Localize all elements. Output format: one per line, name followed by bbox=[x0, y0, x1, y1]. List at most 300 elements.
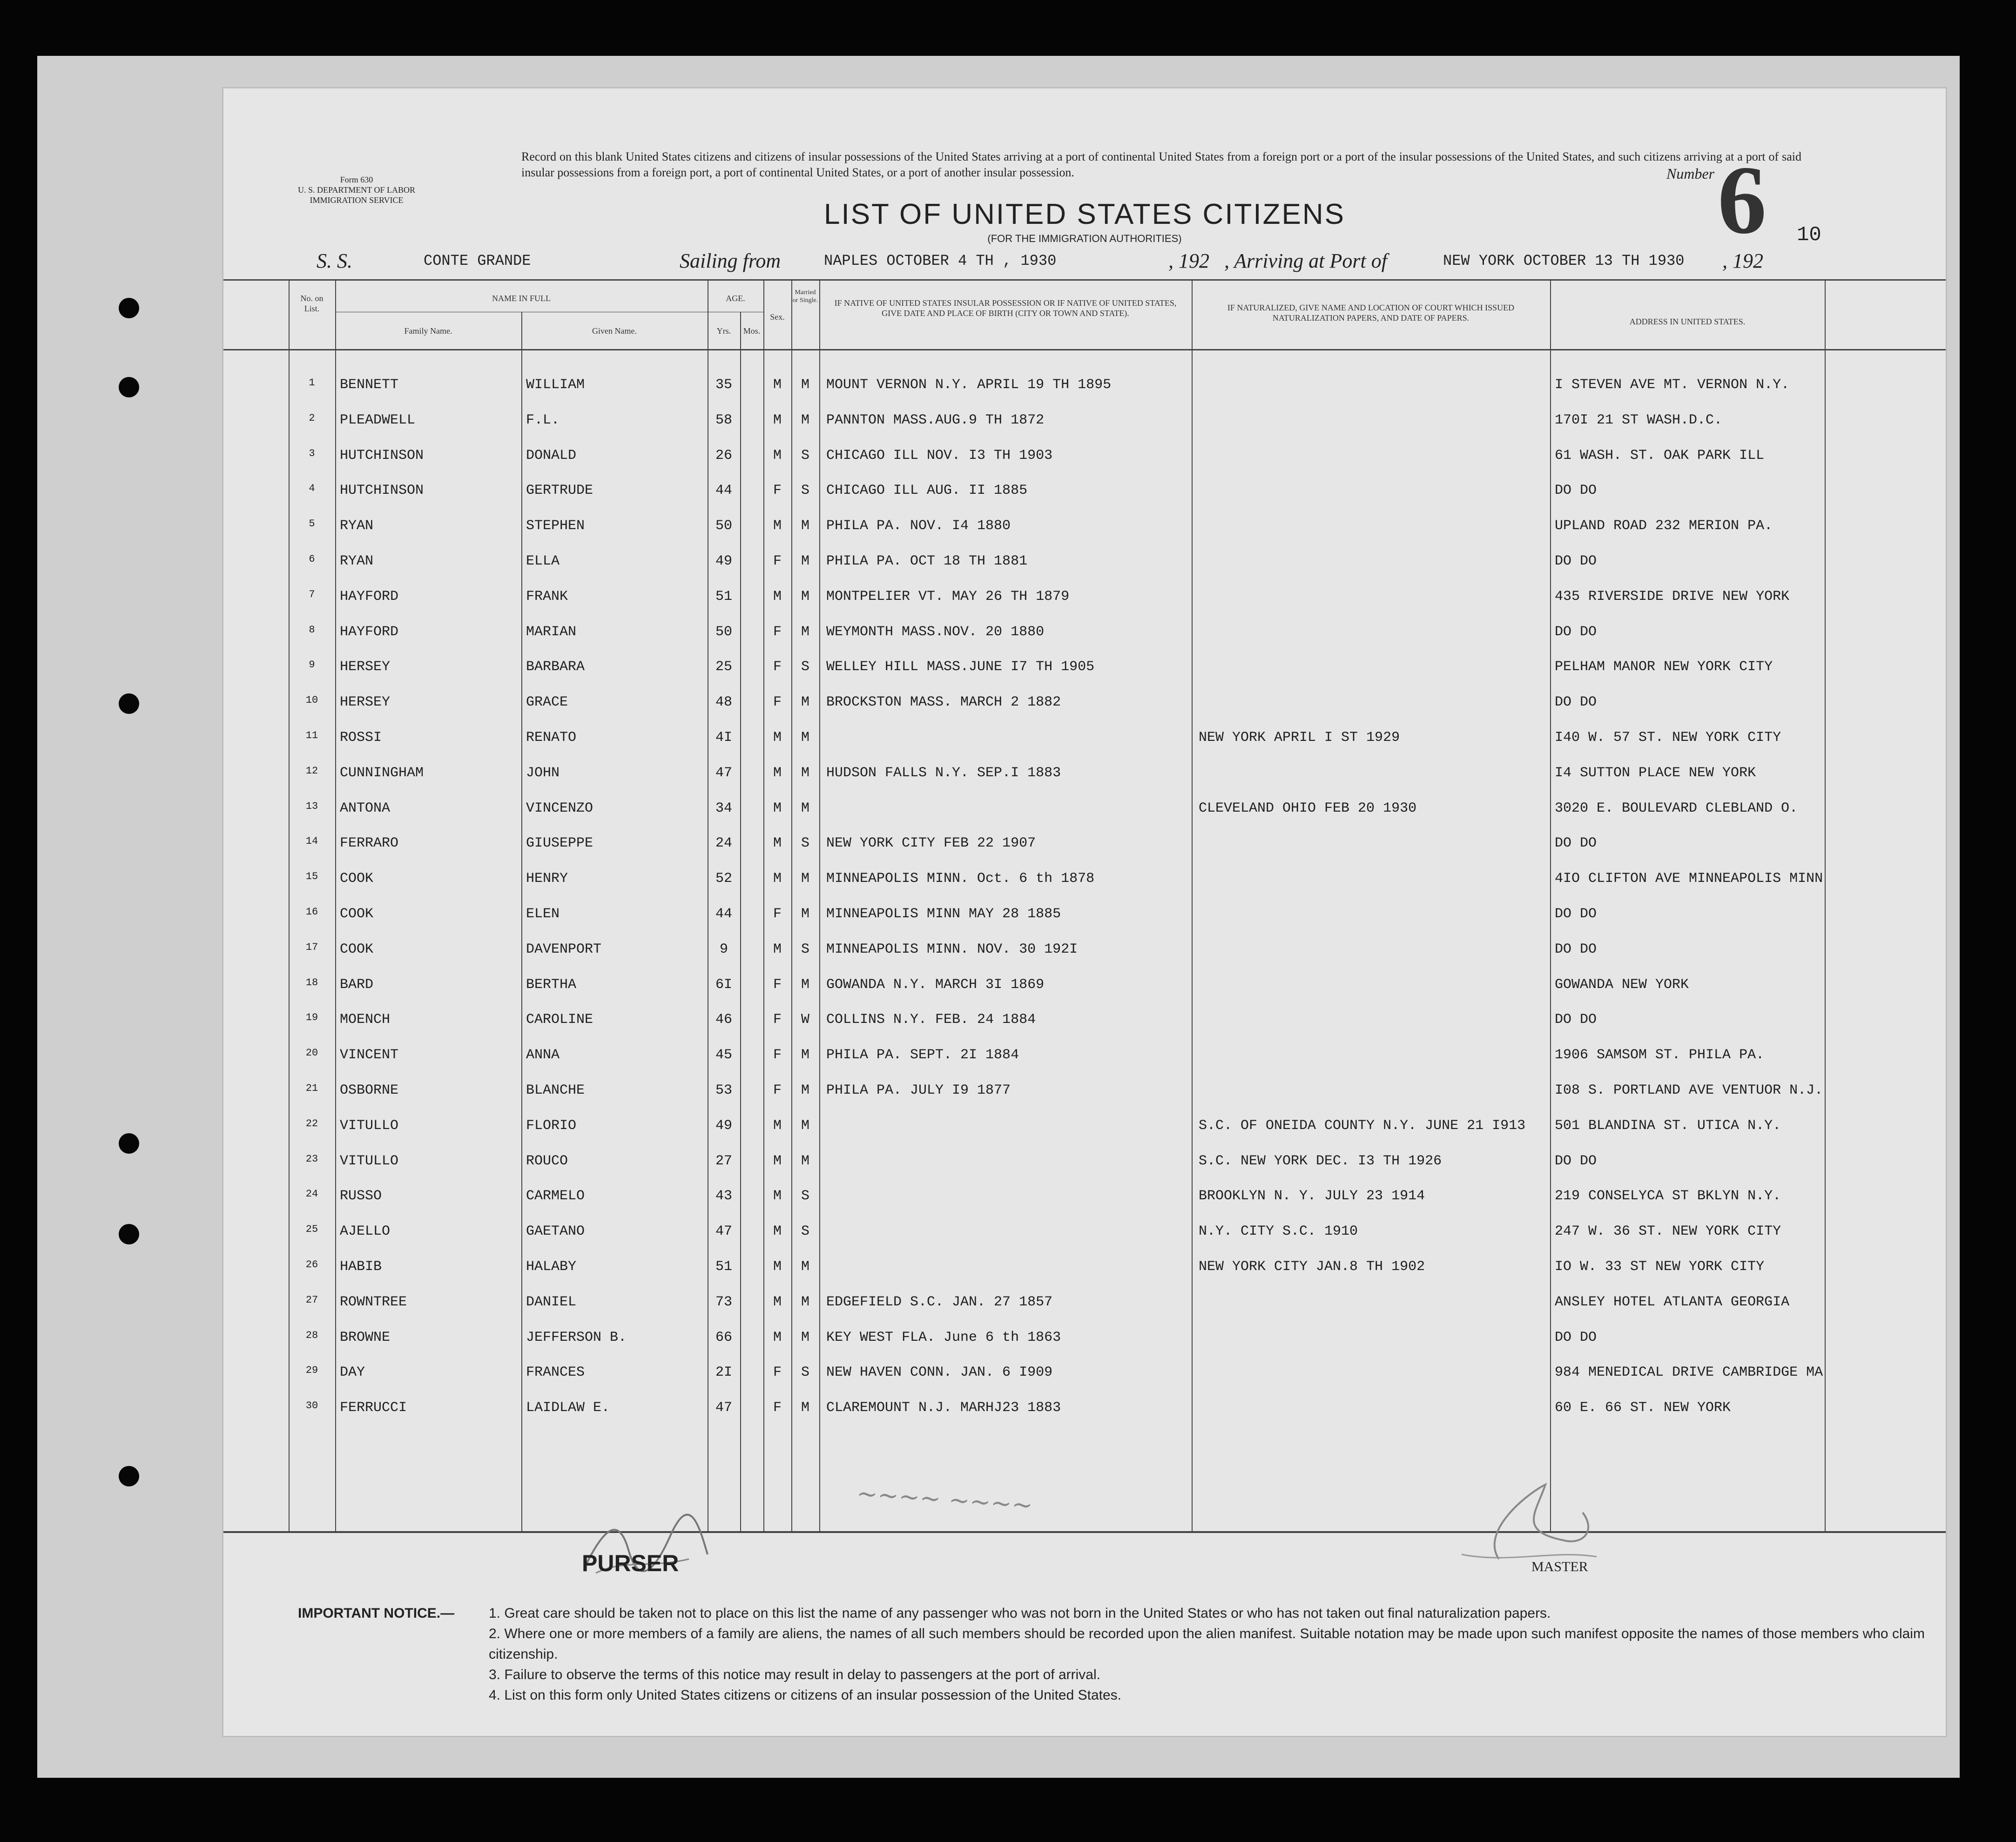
number-label: Number bbox=[1666, 165, 1715, 182]
row-number-cell: 16 bbox=[305, 906, 318, 918]
table-row bbox=[223, 1188, 1946, 1222]
given-name-cell: MARIAN bbox=[526, 624, 577, 640]
us-address-cell: 3020 E. BOULEVARD CLEBLAND O. bbox=[1555, 800, 1798, 816]
sex-cell: M bbox=[773, 377, 782, 393]
birth-place-date-cell: GOWANDA N.Y. MARCH 3I 1869 bbox=[826, 976, 1045, 993]
table-top-rule bbox=[223, 279, 1946, 281]
marital-status-cell: S bbox=[801, 447, 809, 464]
sex-cell: F bbox=[773, 624, 782, 640]
ss-label: S. S. bbox=[317, 249, 352, 272]
table-row bbox=[223, 1224, 1946, 1257]
marital-status-cell: M bbox=[801, 976, 809, 993]
us-address-cell: DO DO bbox=[1555, 835, 1597, 852]
form-title: LIST OF UNITED STATES CITIZENS bbox=[824, 198, 1345, 230]
us-address-cell: 984 MENEDICAL DRIVE CAMBRIDGE MA bbox=[1555, 1365, 1823, 1381]
given-name-cell: LAIDLAW E. bbox=[526, 1400, 610, 1416]
age-years-cell: 73 bbox=[715, 1294, 732, 1310]
age-years-cell: 45 bbox=[715, 1047, 732, 1063]
age-years-cell: 50 bbox=[715, 624, 732, 640]
given-name-cell: DAVENPORT bbox=[526, 941, 602, 957]
sailing-value: NAPLES OCTOBER 4 TH , 1930 bbox=[824, 252, 1057, 269]
row-number-cell: 30 bbox=[305, 1400, 318, 1412]
birth-place-date-cell: PANNTON MASS.AUG.9 TH 1872 bbox=[826, 412, 1045, 428]
given-name-cell: VINCENZO bbox=[526, 800, 593, 816]
col-header-married: Married or Single. bbox=[792, 289, 818, 304]
table-row bbox=[223, 941, 1946, 975]
marital-status-cell: M bbox=[801, 624, 809, 640]
given-name-cell: F.L. bbox=[526, 412, 560, 428]
table-row bbox=[223, 1047, 1946, 1081]
us-address-cell: I4 SUTTON PLACE NEW YORK bbox=[1555, 765, 1756, 781]
family-name-cell: BARD bbox=[340, 976, 374, 993]
col-header-yrs: Yrs. bbox=[716, 326, 731, 336]
ship-name: CONTE GRANDE bbox=[424, 252, 531, 269]
marital-status-cell: M bbox=[801, 377, 809, 393]
family-name-cell: FERRUCCI bbox=[340, 1400, 407, 1416]
sex-cell: M bbox=[773, 1117, 782, 1134]
birth-place-date-cell: MOUNT VERNON N.Y. APRIL 19 TH 1895 bbox=[826, 377, 1112, 393]
us-address-cell: 435 RIVERSIDE DRIVE NEW YORK bbox=[1555, 588, 1790, 605]
punch-hole bbox=[119, 298, 139, 318]
given-name-cell: HALABY bbox=[526, 1259, 577, 1275]
age-years-cell: 6I bbox=[715, 976, 732, 993]
given-name-cell: BARBARA bbox=[526, 659, 585, 675]
sex-cell: M bbox=[773, 1224, 782, 1240]
notice-item: 4. List on this form only United States citizens or citizens of an insular possession of the United States. bbox=[489, 1687, 1122, 1703]
age-years-cell: 2I bbox=[715, 1365, 732, 1381]
given-name-cell: JEFFERSON B. bbox=[526, 1329, 627, 1345]
row-number-cell: 2 bbox=[309, 412, 315, 424]
row-number-cell: 10 bbox=[305, 694, 318, 706]
marital-status-cell: S bbox=[801, 1188, 809, 1204]
master-signature bbox=[1443, 1475, 1611, 1568]
age-years-cell: 50 bbox=[715, 518, 732, 534]
row-number-cell: 19 bbox=[305, 1012, 318, 1024]
marital-status-cell: S bbox=[801, 835, 809, 852]
row-number-cell: 23 bbox=[305, 1153, 318, 1165]
header-bottom-rule bbox=[223, 349, 1946, 350]
form-number: Form 630 bbox=[340, 175, 373, 184]
birth-place-date-cell: PHILA PA. NOV. I4 1880 bbox=[826, 518, 1011, 534]
table-row bbox=[223, 1400, 1946, 1433]
us-address-cell: DO DO bbox=[1555, 553, 1597, 569]
given-name-cell: DANIEL bbox=[526, 1294, 577, 1310]
birth-place-date-cell: CHICAGO ILL AUG. II 1885 bbox=[826, 483, 1028, 499]
family-name-cell: FERRARO bbox=[340, 835, 399, 852]
table-row bbox=[223, 1118, 1946, 1151]
year-suffix: , 192 bbox=[1168, 249, 1209, 272]
row-number-cell: 15 bbox=[305, 871, 318, 883]
birth-place-date-cell: WELLEY HILL MASS.JUNE I7 TH 1905 bbox=[826, 659, 1095, 675]
col-header-mos: Mos. bbox=[743, 326, 761, 336]
birth-place-date-cell: MINNEAPOLIS MINN. Oct. 6 th 1878 bbox=[826, 871, 1095, 887]
age-years-cell: 49 bbox=[715, 553, 732, 569]
age-years-cell: 49 bbox=[715, 1117, 732, 1134]
row-number-cell: 3 bbox=[309, 447, 315, 459]
table-row bbox=[223, 1082, 1946, 1116]
marital-status-cell: M bbox=[801, 1082, 809, 1098]
row-number-cell: 26 bbox=[305, 1259, 318, 1271]
us-address-cell: I08 S. PORTLAND AVE VENTUOR N.J. bbox=[1555, 1082, 1823, 1098]
us-address-cell: PELHAM MANOR NEW YORK CITY bbox=[1555, 659, 1773, 675]
arriving-value: NEW YORK OCTOBER 13 TH 1930 bbox=[1443, 252, 1685, 269]
us-address-cell: DO DO bbox=[1555, 1012, 1597, 1028]
marital-status-cell: M bbox=[801, 906, 809, 922]
birth-place-date-cell: PHILA PA. SEPT. 2I 1884 bbox=[826, 1047, 1019, 1063]
birth-place-date-cell: CLAREMOUNT N.J. MARHJ23 1883 bbox=[826, 1400, 1061, 1416]
col-header-name-in-full: NAME IN FULL bbox=[492, 294, 551, 303]
row-number-cell: 5 bbox=[309, 518, 315, 530]
us-address-cell: 61 WASH. ST. OAK PARK ILL bbox=[1555, 447, 1765, 464]
table-row bbox=[223, 1153, 1946, 1187]
sex-cell: M bbox=[773, 800, 782, 816]
sex-cell: M bbox=[773, 1294, 782, 1310]
age-years-cell: 51 bbox=[715, 1259, 732, 1275]
row-number-cell: 20 bbox=[305, 1047, 318, 1059]
sex-cell: M bbox=[773, 1329, 782, 1345]
age-years-cell: 44 bbox=[715, 483, 732, 499]
sex-cell: F bbox=[773, 1365, 782, 1381]
age-years-cell: 48 bbox=[715, 694, 732, 711]
family-name-cell: HABIB bbox=[340, 1259, 382, 1275]
table-row bbox=[223, 624, 1946, 658]
col-header-family-name: Family Name. bbox=[404, 326, 452, 336]
naturalization-cell: N.Y. CITY S.C. 1910 bbox=[1199, 1224, 1358, 1240]
sex-cell: F bbox=[773, 659, 782, 675]
notice-title: IMPORTANT NOTICE.— bbox=[298, 1606, 455, 1621]
sex-cell: M bbox=[773, 1188, 782, 1204]
sex-cell: M bbox=[773, 518, 782, 534]
marital-status-cell: M bbox=[801, 800, 809, 816]
marital-status-cell: S bbox=[801, 941, 809, 957]
table-row bbox=[223, 1330, 1946, 1363]
given-name-cell: CAROLINE bbox=[526, 1012, 593, 1028]
given-name-cell: GIUSEPPE bbox=[526, 835, 593, 852]
row-number-cell: 11 bbox=[305, 730, 318, 741]
family-name-cell: VITULLO bbox=[340, 1153, 399, 1169]
form-subtitle: (FOR THE IMMIGRATION AUTHORITIES) bbox=[987, 233, 1182, 244]
row-number-cell: 27 bbox=[305, 1294, 318, 1306]
birth-place-date-cell: EDGEFIELD S.C. JAN. 27 1857 bbox=[826, 1294, 1053, 1310]
row-number-cell: 24 bbox=[305, 1188, 318, 1200]
birth-place-date-cell: MONTPELIER VT. MAY 26 TH 1879 bbox=[826, 588, 1070, 605]
marital-status-cell: M bbox=[801, 518, 809, 534]
family-name-cell: BENNETT bbox=[340, 377, 399, 393]
punch-hole bbox=[119, 1466, 139, 1486]
age-years-cell: 4I bbox=[715, 730, 732, 746]
col-header-no: No. on List. bbox=[300, 294, 324, 313]
table-row bbox=[223, 730, 1946, 763]
sex-cell: F bbox=[773, 483, 782, 499]
sex-cell: M bbox=[773, 1259, 782, 1275]
age-years-cell: 66 bbox=[715, 1329, 732, 1345]
us-address-cell: DO DO bbox=[1555, 624, 1597, 640]
punch-hole bbox=[119, 1224, 139, 1244]
us-address-cell: 1906 SAMSOM ST. PHILA PA. bbox=[1555, 1047, 1765, 1063]
marital-status-cell: M bbox=[801, 1047, 809, 1063]
given-name-cell: CARMELO bbox=[526, 1188, 585, 1204]
given-name-cell: GRACE bbox=[526, 694, 568, 711]
family-name-cell: HAYFORD bbox=[340, 588, 399, 605]
age-years-cell: 35 bbox=[715, 377, 732, 393]
table-bottom-rule bbox=[223, 1531, 1946, 1533]
table-row bbox=[223, 977, 1946, 1010]
marital-status-cell: M bbox=[801, 1153, 809, 1169]
us-address-cell: I40 W. 57 ST. NEW YORK CITY bbox=[1555, 730, 1781, 746]
given-name-cell: FRANK bbox=[526, 588, 568, 605]
us-address-cell: I STEVEN AVE MT. VERNON N.Y. bbox=[1555, 377, 1790, 393]
row-number-cell: 6 bbox=[309, 553, 315, 565]
family-name-cell: AJELLO bbox=[340, 1224, 391, 1240]
row-number-cell: 17 bbox=[305, 941, 318, 953]
family-name-cell: RYAN bbox=[340, 553, 374, 569]
marital-status-cell: M bbox=[801, 1294, 809, 1310]
sex-cell: M bbox=[773, 730, 782, 746]
marital-status-cell: S bbox=[801, 659, 809, 675]
family-name-cell: ROSSI bbox=[340, 730, 382, 746]
table-row bbox=[223, 906, 1946, 940]
marital-status-cell: S bbox=[801, 483, 809, 499]
family-name-cell: ANTONA bbox=[340, 800, 391, 816]
table-row bbox=[223, 871, 1946, 904]
row-number-cell: 13 bbox=[305, 800, 318, 812]
sex-cell: F bbox=[773, 1400, 782, 1416]
notice-item: 2. Where one or more members of a family are aliens, the names of all such members should be recorded upon the alien manifest. Suitable notation may be made upon such manifest opposite the names of those members who claim citizenship. bbox=[489, 1626, 1925, 1662]
family-name-cell: HERSEY bbox=[340, 694, 391, 711]
punch-hole bbox=[119, 377, 139, 397]
row-number-cell: 8 bbox=[309, 624, 315, 636]
col-header-sex: Sex. bbox=[770, 312, 785, 322]
us-address-cell: 60 E. 66 ST. NEW YORK bbox=[1555, 1400, 1731, 1416]
table-row bbox=[223, 694, 1946, 728]
sex-cell: F bbox=[773, 553, 782, 569]
row-number-cell: 7 bbox=[309, 588, 315, 600]
given-name-cell: GERTRUDE bbox=[526, 483, 593, 499]
age-years-cell: 43 bbox=[715, 1188, 732, 1204]
family-name-cell: HERSEY bbox=[340, 659, 391, 675]
row-number-cell: 14 bbox=[305, 835, 318, 847]
given-name-cell: ROUCO bbox=[526, 1153, 568, 1169]
table-row bbox=[223, 448, 1946, 481]
table-row bbox=[223, 553, 1946, 587]
given-name-cell: DONALD bbox=[526, 447, 577, 464]
age-years-cell: 26 bbox=[715, 447, 732, 464]
row-number-cell: 18 bbox=[305, 976, 318, 988]
us-address-cell: 4IO CLIFTON AVE MINNEAPOLIS MINN bbox=[1555, 871, 1823, 887]
table-row bbox=[223, 518, 1946, 551]
family-name-cell: HUTCHINSON bbox=[340, 483, 424, 499]
handwritten-annotation: ~~~~ ~~~~ bbox=[856, 1478, 1034, 1520]
naturalization-cell: NEW YORK APRIL I ST 1929 bbox=[1199, 730, 1400, 746]
table-row bbox=[223, 1012, 1946, 1045]
birth-place-date-cell: PHILA PA. JULY I9 1877 bbox=[826, 1082, 1011, 1098]
family-name-cell: CUNNINGHAM bbox=[340, 765, 424, 781]
table-row bbox=[223, 659, 1946, 692]
notice-item: 1. Great care should be taken not to place on this list the name of any passenger who was not born in the United States or who has not taken out final naturalization papers. bbox=[489, 1606, 1551, 1621]
table-row bbox=[223, 483, 1946, 516]
us-address-cell: UPLAND ROAD 232 MERION PA. bbox=[1555, 518, 1773, 534]
sex-cell: M bbox=[773, 765, 782, 781]
family-name-cell: VINCENT bbox=[340, 1047, 399, 1063]
birth-place-date-cell: MINNEAPOLIS MINN. NOV. 30 192I bbox=[826, 941, 1078, 957]
table-row bbox=[223, 377, 1946, 410]
table-row bbox=[223, 1294, 1946, 1328]
age-years-cell: 46 bbox=[715, 1012, 732, 1028]
family-name-cell: PLEADWELL bbox=[340, 412, 416, 428]
us-address-cell: IO W. 33 ST NEW YORK CITY bbox=[1555, 1259, 1765, 1275]
sex-cell: F bbox=[773, 1012, 782, 1028]
sex-cell: F bbox=[773, 694, 782, 711]
row-number-cell: 9 bbox=[309, 659, 315, 671]
service-name: IMMIGRATION SERVICE bbox=[310, 195, 404, 205]
manifest-sheet bbox=[223, 88, 1946, 1736]
birth-place-date-cell: MINNEAPOLIS MINN MAY 28 1885 bbox=[826, 906, 1061, 922]
sex-cell: M bbox=[773, 941, 782, 957]
family-name-cell: VITULLO bbox=[340, 1117, 399, 1134]
punch-hole bbox=[119, 1133, 139, 1154]
row-number-cell: 21 bbox=[305, 1082, 318, 1094]
age-years-cell: 52 bbox=[715, 871, 732, 887]
notice-item: 3. Failure to observe the terms of this notice may result in delay to passengers at the port of arrival. bbox=[489, 1667, 1100, 1682]
birth-place-date-cell: WEYMONTH MASS.NOV. 20 1880 bbox=[826, 624, 1045, 640]
naturalization-cell: NEW YORK CITY JAN.8 TH 1902 bbox=[1199, 1259, 1425, 1275]
us-address-cell: DO DO bbox=[1555, 941, 1597, 957]
family-name-cell: RUSSO bbox=[340, 1188, 382, 1204]
us-address-cell: 501 BLANDINA ST. UTICA N.Y. bbox=[1555, 1117, 1781, 1134]
given-name-cell: ELEN bbox=[526, 906, 560, 922]
family-name-cell: COOK bbox=[340, 941, 374, 957]
row-number-cell: 12 bbox=[305, 765, 318, 777]
notice-list bbox=[489, 1603, 1932, 1706]
us-address-cell: DO DO bbox=[1555, 694, 1597, 711]
master-label: MASTER bbox=[1531, 1559, 1588, 1574]
record-instructions: Record on this blank United States citizens and citizens of insular possessions of the United States arriving at a port of continental United States from a foreign port or a port of the insular possessions of the United States, and such citizens arriving at a port of said insular possessions from a foreign port, a port of continental United States, or a port of another insular possession. bbox=[521, 150, 1801, 179]
table-row bbox=[223, 412, 1946, 446]
given-name-cell: FRANCES bbox=[526, 1365, 585, 1381]
sex-cell: F bbox=[773, 1047, 782, 1063]
marital-status-cell: M bbox=[801, 765, 809, 781]
us-address-cell: 219 CONSELYCA ST BKLYN N.Y. bbox=[1555, 1188, 1781, 1204]
age-years-cell: 24 bbox=[715, 835, 732, 852]
row-number-cell: 4 bbox=[309, 483, 315, 495]
us-address-cell: 170I 21 ST WASH.D.C. bbox=[1555, 412, 1723, 428]
given-name-cell: RENATO bbox=[526, 730, 577, 746]
department-name: U. S. DEPARTMENT OF LABOR bbox=[298, 185, 415, 195]
naturalization-cell: S.C. NEW YORK DEC. I3 TH 1926 bbox=[1199, 1153, 1442, 1169]
age-years-cell: 27 bbox=[715, 1153, 732, 1169]
marital-status-cell: M bbox=[801, 588, 809, 605]
marital-status-cell: M bbox=[801, 1400, 809, 1416]
given-name-cell: STEPHEN bbox=[526, 518, 585, 534]
us-address-cell: DO DO bbox=[1555, 1329, 1597, 1345]
marital-status-cell: M bbox=[801, 694, 809, 711]
birth-place-date-cell: BROCKSTON MASS. MARCH 2 1882 bbox=[826, 694, 1061, 711]
given-name-cell: ELLA bbox=[526, 553, 560, 569]
us-address-cell: 247 W. 36 ST. NEW YORK CITY bbox=[1555, 1224, 1781, 1240]
given-name-cell: BLANCHE bbox=[526, 1082, 585, 1098]
marital-status-cell: M bbox=[801, 412, 809, 428]
page-number: 10 bbox=[1797, 223, 1821, 247]
family-name-cell: COOK bbox=[340, 871, 374, 887]
col-header-naturalized: IF NATURALIZED, GIVE NAME AND LOCATION OF COURT WHICH ISSUED NATURALIZATION PAPERS, AND DATE OF PAPERS. bbox=[1227, 303, 1515, 323]
sex-cell: M bbox=[773, 1153, 782, 1169]
age-years-cell: 47 bbox=[715, 1224, 732, 1240]
naturalization-cell: BROOKLYN N. Y. JULY 23 1914 bbox=[1199, 1188, 1425, 1204]
us-address-cell: ANSLEY HOTEL ATLANTA GEORGIA bbox=[1555, 1294, 1790, 1310]
sex-cell: F bbox=[773, 1082, 782, 1098]
row-number-cell: 22 bbox=[305, 1117, 318, 1129]
marital-status-cell: M bbox=[801, 553, 809, 569]
family-name-cell: RYAN bbox=[340, 518, 374, 534]
marital-status-cell: M bbox=[801, 1329, 809, 1345]
birth-place-date-cell: CHICAGO ILL NOV. I3 TH 1903 bbox=[826, 447, 1053, 464]
age-years-cell: 53 bbox=[715, 1082, 732, 1098]
year-suffix: , 192 bbox=[1722, 249, 1763, 272]
row-number-cell: 1 bbox=[309, 377, 315, 389]
age-years-cell: 51 bbox=[715, 588, 732, 605]
marital-status-cell: M bbox=[801, 1259, 809, 1275]
family-name-cell: HAYFORD bbox=[340, 624, 399, 640]
marital-status-cell: W bbox=[801, 1012, 809, 1028]
age-years-cell: 58 bbox=[715, 412, 732, 428]
sex-cell: M bbox=[773, 412, 782, 428]
col-header-given-name: Given Name. bbox=[592, 326, 637, 336]
table-row bbox=[223, 835, 1946, 869]
birth-place-date-cell: COLLINS N.Y. FEB. 24 1884 bbox=[826, 1012, 1036, 1028]
col-header-birth: IF NATIVE OF UNITED STATES INSULAR POSSESSION OR IF NATIVE OF UNITED STATES, GIVE DATE AND PLACE OF BIRTH (CITY OR TOWN AND STATE). bbox=[834, 298, 1177, 318]
family-name-cell: BROWNE bbox=[340, 1329, 391, 1345]
marital-status-cell: M bbox=[801, 730, 809, 746]
marital-status-cell: M bbox=[801, 871, 809, 887]
table-row bbox=[223, 589, 1946, 622]
table-row bbox=[223, 800, 1946, 834]
list-number: 6 bbox=[1718, 146, 1767, 254]
table-row bbox=[223, 1259, 1946, 1292]
sex-cell: M bbox=[773, 871, 782, 887]
naturalization-cell: S.C. OF ONEIDA COUNTY N.Y. JUNE 21 I913 bbox=[1199, 1117, 1526, 1134]
age-years-cell: 34 bbox=[715, 800, 732, 816]
age-years-cell: 9 bbox=[719, 941, 728, 957]
age-years-cell: 47 bbox=[715, 765, 732, 781]
table-row bbox=[223, 1365, 1946, 1398]
col-header-address: ADDRESS IN UNITED STATES. bbox=[1629, 317, 1746, 326]
naturalization-cell: CLEVELAND OHIO FEB 20 1930 bbox=[1199, 800, 1417, 816]
arriving-label: , Arriving at Port of bbox=[1224, 249, 1387, 272]
sex-cell: M bbox=[773, 447, 782, 464]
purser-label: PURSER bbox=[582, 1550, 679, 1576]
col-header-age: AGE. bbox=[726, 294, 745, 303]
family-name-cell: ROWNTREE bbox=[340, 1294, 407, 1310]
family-name-cell: HUTCHINSON bbox=[340, 447, 424, 464]
us-address-cell: DO DO bbox=[1555, 1153, 1597, 1169]
marital-status-cell: M bbox=[801, 1117, 809, 1134]
table-row bbox=[223, 765, 1946, 799]
age-years-cell: 47 bbox=[715, 1400, 732, 1416]
birth-place-date-cell: NEW HAVEN CONN. JAN. 6 I909 bbox=[826, 1365, 1053, 1381]
marital-status-cell: S bbox=[801, 1365, 809, 1381]
family-name-cell: MOENCH bbox=[340, 1012, 391, 1028]
sailing-label: Sailing from bbox=[680, 249, 781, 272]
sex-cell: M bbox=[773, 588, 782, 605]
birth-place-date-cell: PHILA PA. OCT 18 TH 1881 bbox=[826, 553, 1028, 569]
birth-place-date-cell: HUDSON FALLS N.Y. SEP.I 1883 bbox=[826, 765, 1061, 781]
given-name-cell: ANNA bbox=[526, 1047, 560, 1063]
sex-cell: F bbox=[773, 906, 782, 922]
family-name-cell: OSBORNE bbox=[340, 1082, 399, 1098]
birth-place-date-cell: KEY WEST FLA. June 6 th 1863 bbox=[826, 1329, 1061, 1345]
family-name-cell: COOK bbox=[340, 906, 374, 922]
given-name-cell: JOHN bbox=[526, 765, 560, 781]
